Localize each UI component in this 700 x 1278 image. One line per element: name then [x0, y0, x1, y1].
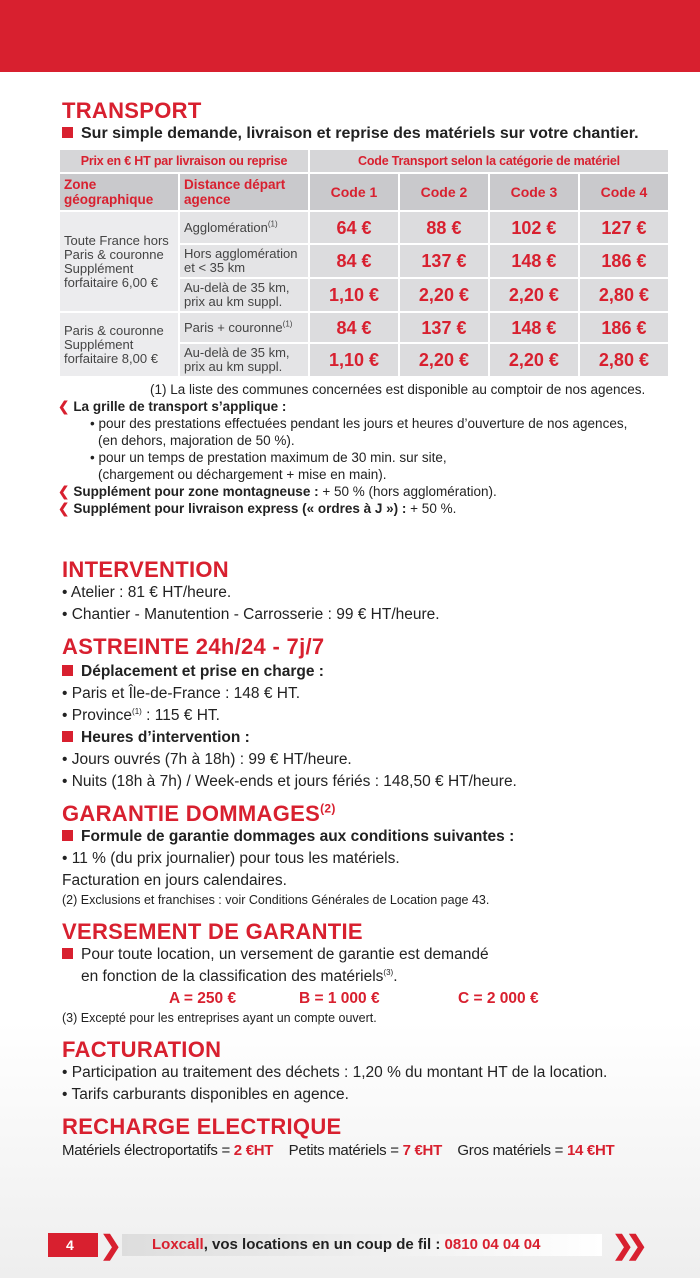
montagne-line	[58, 483, 698, 500]
facturation-title: FACTURATION	[62, 1037, 222, 1062]
square-bullet-icon	[62, 127, 73, 138]
price-cell: 148 €	[490, 313, 578, 342]
garantie-title	[62, 801, 692, 827]
price-cell: 1,10 €	[310, 344, 398, 376]
versement-title: VERSEMENT DE GARANTIE	[62, 919, 363, 944]
intervention-list	[62, 582, 692, 626]
montagne-value: + 50 % (hors agglomération).	[318, 484, 497, 499]
footnote-ref: (1)	[132, 706, 142, 716]
class-b: B = 1 000 €	[299, 990, 380, 1007]
transport-note: (1) La liste des communes concernées est disponible au comptoir de nos agences.	[150, 382, 646, 397]
recharge-value: 2 €HT	[233, 1142, 274, 1159]
table-row	[60, 212, 668, 243]
grille-list	[58, 415, 698, 483]
price-cell: 137 €	[400, 245, 488, 277]
recharge-title: RECHARGE ELECTRIQUE	[62, 1114, 342, 1139]
facturation-list	[62, 1062, 692, 1106]
price-cell: 186 €	[580, 245, 668, 277]
garantie-note: (2) Exclusions et franchises : voir Conditions Générales de Location page 43.	[62, 893, 490, 907]
footer-text: , vos locations en un coup de fil :	[203, 1236, 445, 1253]
footer-banner	[122, 1234, 602, 1256]
province-value: : 115 € HT.	[141, 707, 220, 724]
footer-phone: 0810 04 04 04	[444, 1236, 541, 1253]
price-cell: 186 €	[580, 313, 668, 342]
price-cell: 64 €	[310, 212, 398, 243]
col-distance: Distance départ agence	[180, 174, 308, 210]
price-cell: 137 €	[400, 313, 488, 342]
price-cell: 2,20 €	[400, 279, 488, 311]
chevron-right-icon: ❯	[100, 1230, 122, 1260]
recharge-label: Matériels électroportatifs =	[62, 1142, 234, 1159]
col-code-3: Code 3	[490, 174, 578, 210]
versement-classes	[62, 988, 692, 1010]
table-header-codes: Code Transport selon la catégorie de matériel	[310, 150, 668, 172]
grille-item: (en dehors, majoration de 50 %).	[98, 433, 295, 448]
transport-title: TRANSPORT	[62, 98, 202, 123]
garantie-item: • 11 % (du prix journalier) pour tous les matériels.	[62, 850, 400, 867]
versement-line1: Pour toute location, un versement de garantie est demandé	[81, 946, 489, 963]
price-cell: 102 €	[490, 212, 578, 243]
astreinte-item: • Nuits (18h à 7h) / Week-ends et jours fériés : 148,50 € HT/heure.	[62, 773, 517, 790]
distance-cell	[180, 344, 308, 376]
price-cell: 2,20 €	[490, 344, 578, 376]
astreinte-sub2: Heures d’intervention :	[81, 729, 250, 746]
zone-cell: Toute France hors Paris & couronne Supplément forfaitaire 6,00 €	[60, 212, 178, 311]
table-row	[60, 313, 668, 342]
distance-cell	[180, 279, 308, 311]
garantie-list	[62, 826, 692, 909]
versement-body	[62, 944, 692, 1027]
table-header-price: Prix en € HT par livraison ou reprise	[60, 150, 308, 172]
top-band	[0, 0, 700, 72]
footnote-ref: (2)	[320, 801, 336, 816]
chevron-icon: ❮	[58, 501, 70, 516]
astreinte-item: • Paris et Île-de-France : 148 € HT.	[62, 685, 301, 702]
col-code-2: Code 2	[400, 174, 488, 210]
chevron-icon: ❮	[58, 484, 70, 499]
price-cell: 2,80 €	[580, 279, 668, 311]
distance-text: Au-delà de 35 km, prix au km suppl.	[184, 345, 290, 374]
distance-text: Hors agglomération et < 35 km	[184, 246, 298, 275]
express-value: + 50 %.	[406, 501, 457, 516]
facturation-item: • Tarifs carburants disponibles en agence.	[62, 1086, 349, 1103]
province-label: • Province	[62, 707, 133, 724]
transport-table	[58, 148, 670, 378]
class-a: A = 250 €	[169, 990, 237, 1007]
recharge-value: 7 €HT	[402, 1142, 442, 1159]
footnote-ref: (1)	[282, 319, 293, 329]
intervention-title: INTERVENTION	[62, 557, 229, 582]
garantie-title-text: GARANTIE DOMMAGES	[62, 801, 321, 826]
astreinte-item	[62, 705, 692, 727]
footnote-ref: (1)	[267, 219, 278, 229]
distance-cell	[180, 212, 308, 243]
versement-line2: en fonction de la classification des matériels	[81, 968, 384, 985]
garantie-sub: Formule de garantie dommages aux conditions suivantes :	[81, 828, 515, 845]
footnote-ref: (3)	[383, 967, 394, 977]
montagne-label: Supplément pour zone montagneuse :	[73, 484, 319, 499]
garantie-item: Facturation en jours calendaires.	[62, 872, 287, 889]
price-cell: 148 €	[490, 245, 578, 277]
express-line	[58, 500, 698, 517]
intervention-item: • Atelier : 81 € HT/heure.	[62, 584, 232, 601]
distance-text: Au-delà de 35 km, prix au km suppl.	[184, 280, 290, 309]
col-code-4: Code 4	[580, 174, 668, 210]
double-chevron-right-icon: ❯❯	[612, 1230, 640, 1260]
zone-cell: Paris & couronne Supplément forfaitaire 8,00 €	[60, 313, 178, 376]
price-cell: 2,20 €	[400, 344, 488, 376]
distance-text: Agglomération	[184, 219, 268, 235]
transport-subtitle	[62, 123, 692, 145]
price-cell: 127 €	[580, 212, 668, 243]
recharge-label: Petits matériels =	[288, 1142, 403, 1159]
price-cell: 84 €	[310, 313, 398, 342]
footer-brand: Loxcall	[152, 1236, 204, 1253]
square-bullet-icon	[62, 731, 73, 742]
col-zone: Zone géographique	[60, 174, 178, 210]
square-bullet-icon	[62, 830, 73, 841]
grille-title	[58, 398, 698, 415]
square-bullet-icon	[62, 948, 73, 959]
col-code-1: Code 1	[310, 174, 398, 210]
recharge-label: Gros matériels =	[457, 1142, 567, 1159]
astreinte-sub1: Déplacement et prise en charge :	[81, 663, 324, 680]
distance-text: Paris + couronne	[184, 319, 283, 335]
grille-item: • pour un temps de prestation maximum de 30 min. sur site,	[90, 450, 447, 465]
astreinte-title: ASTREINTE 24h/24 - 7j/7	[62, 634, 325, 659]
versement-note: (3) Excepté pour les entreprises ayant un compte ouvert.	[62, 1011, 377, 1025]
price-cell: 84 €	[310, 245, 398, 277]
astreinte-list	[62, 661, 692, 793]
price-cell: 88 €	[400, 212, 488, 243]
class-c: C = 2 000 €	[458, 990, 539, 1007]
chevron-icon: ❮	[58, 399, 70, 414]
page-number: 4	[48, 1233, 98, 1257]
subtitle-text: Sur simple demande, livraison et reprise des matériels sur votre chantier.	[81, 125, 639, 142]
distance-cell	[180, 313, 308, 342]
recharge-line	[62, 1140, 692, 1162]
square-bullet-icon	[62, 665, 73, 676]
grille-item: (chargement ou déchargement + mise en main).	[98, 467, 387, 482]
grille-title-text: La grille de transport s’applique :	[73, 399, 287, 414]
grille-item: • pour des prestations effectuées pendant les jours et heures d’ouverture de nos agences,	[90, 416, 628, 431]
intervention-item: • Chantier - Manutention - Carrosserie : 99 € HT/heure.	[62, 606, 440, 623]
astreinte-item: • Jours ouvrés (7h à 18h) : 99 € HT/heure.	[62, 751, 352, 768]
recharge-value: 14 €HT	[566, 1142, 615, 1159]
price-cell: 1,10 €	[310, 279, 398, 311]
facturation-item: • Participation au traitement des déchets : 1,20 % du montant HT de la location.	[62, 1064, 608, 1081]
price-cell: 2,80 €	[580, 344, 668, 376]
transport-body	[58, 148, 698, 517]
express-label: Supplément pour livraison express (« ordres à J ») :	[73, 501, 407, 516]
versement-line2-end: .	[393, 968, 398, 985]
price-cell: 2,20 €	[490, 279, 578, 311]
distance-cell	[180, 245, 308, 277]
